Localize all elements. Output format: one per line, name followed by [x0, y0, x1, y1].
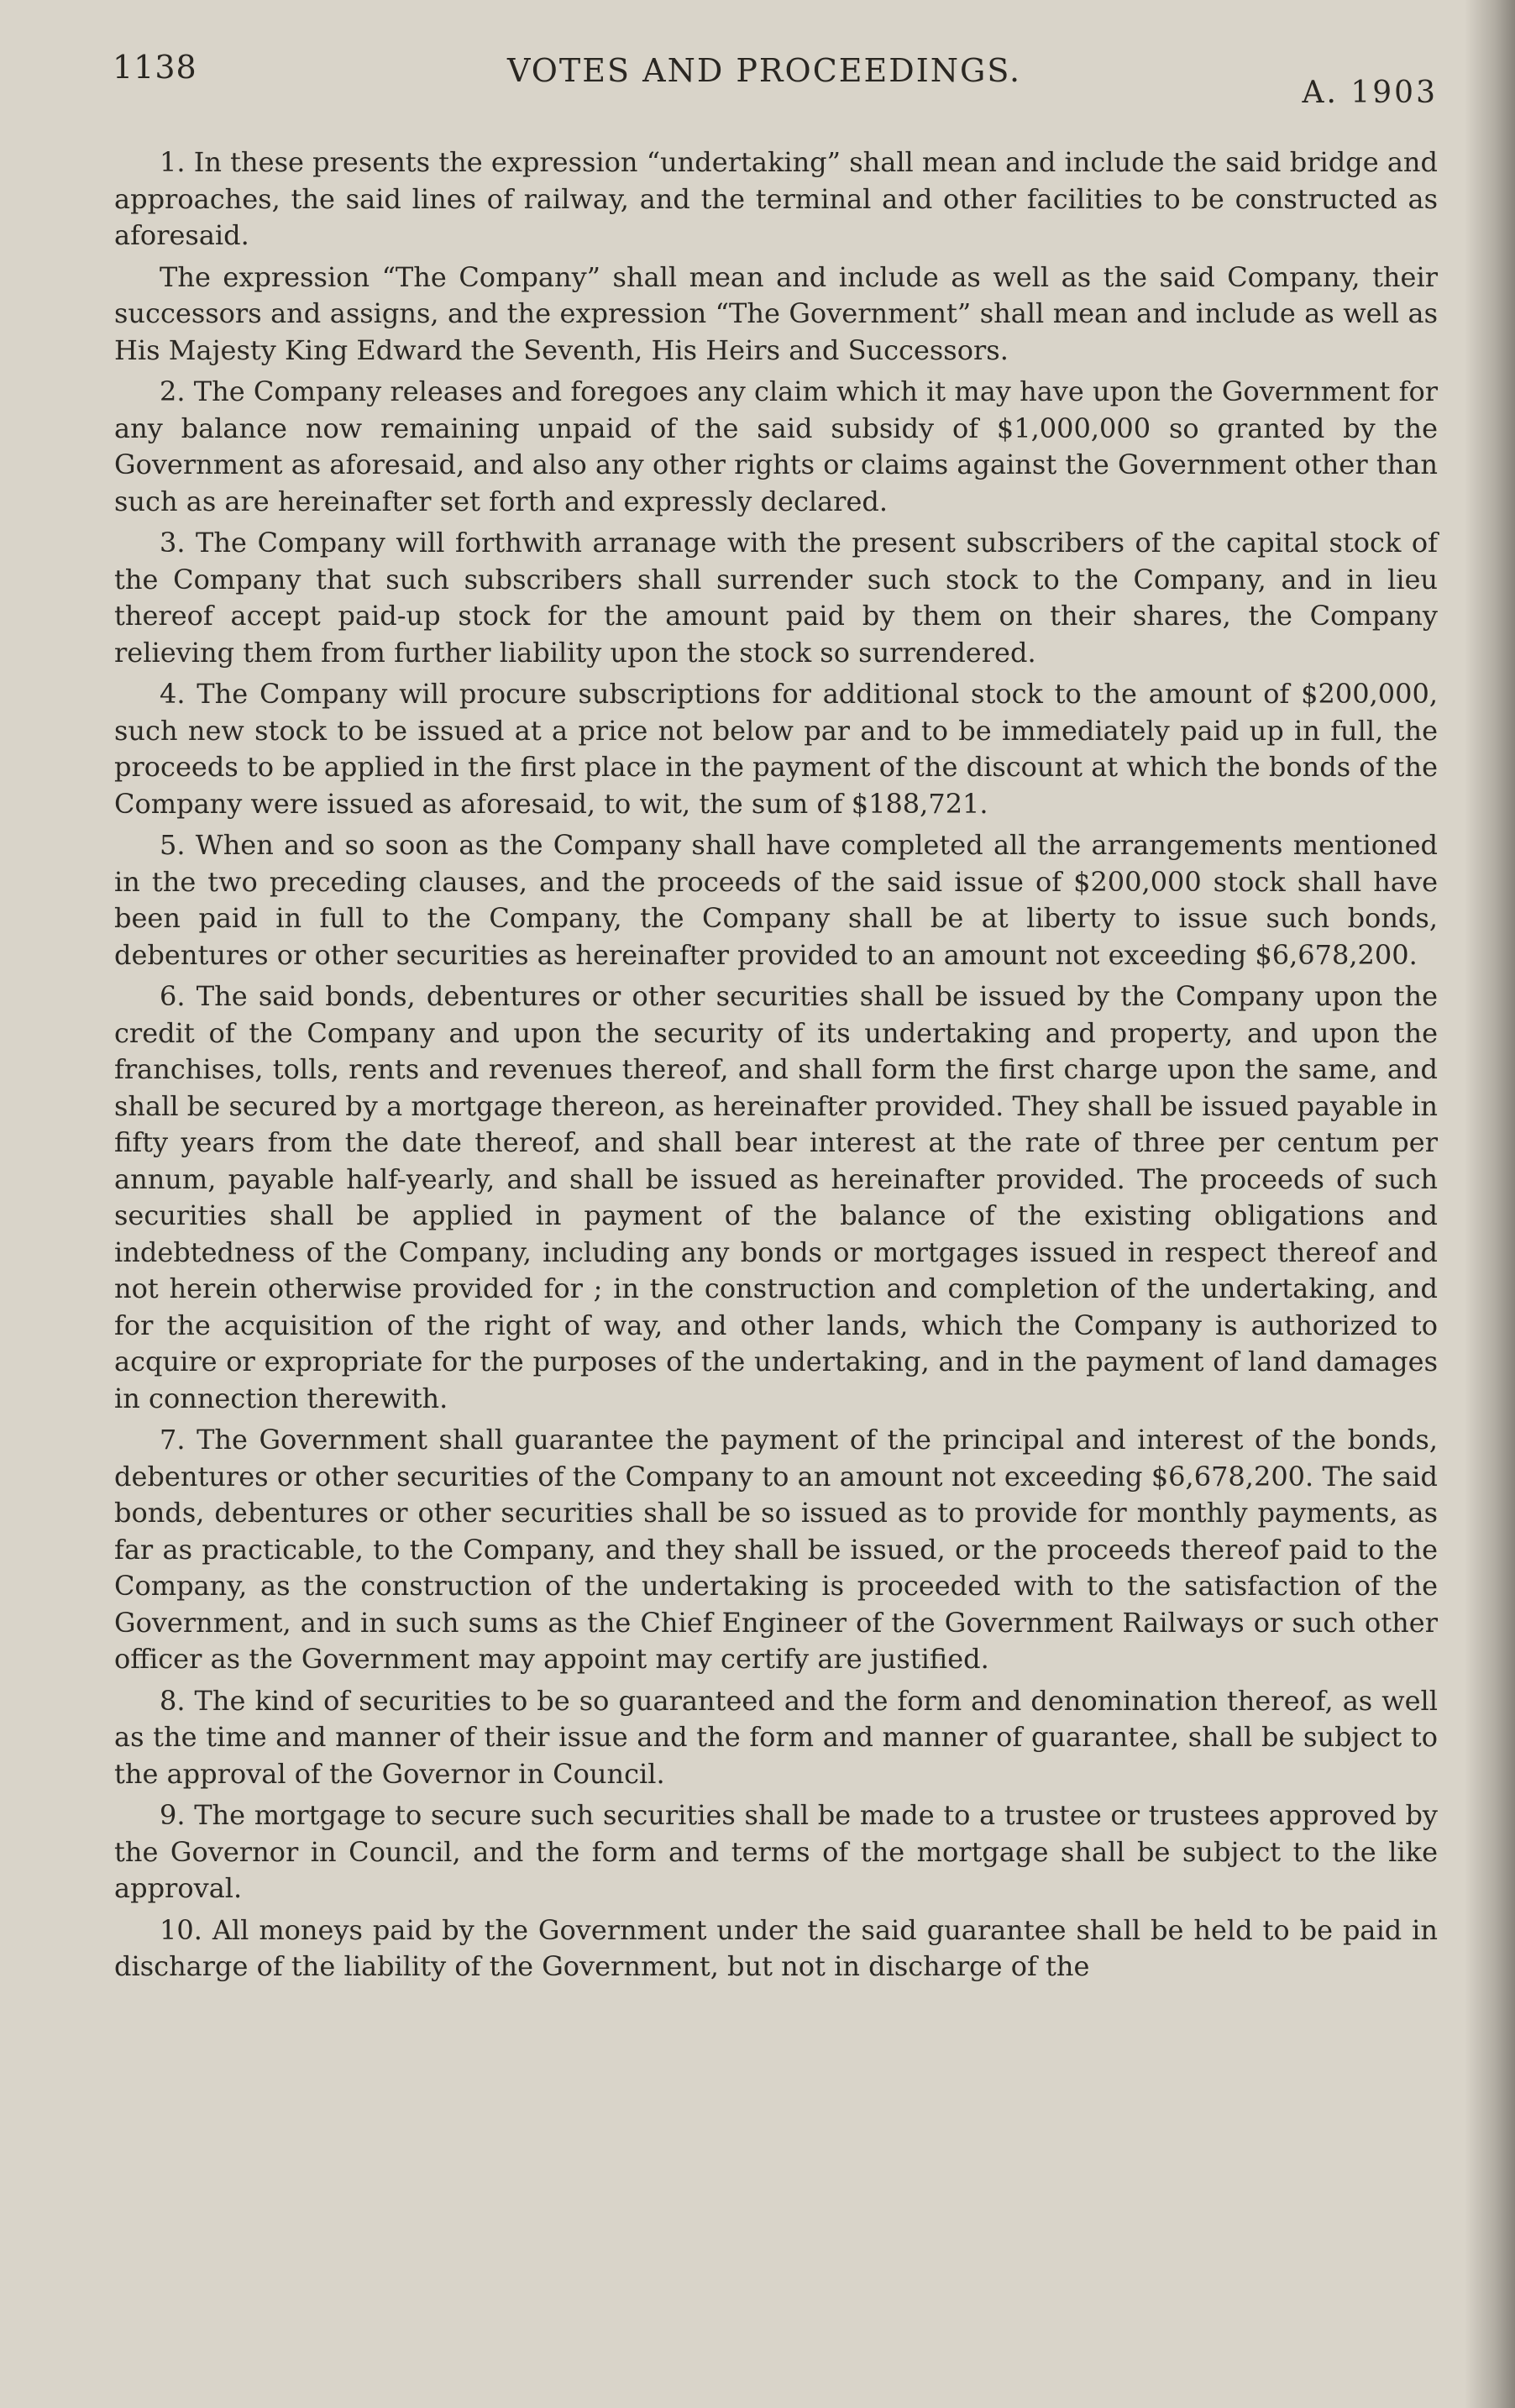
- body-text: [114, 144, 1438, 1991]
- running-title: VOTES AND PROCEEDINGS.: [507, 52, 1022, 89]
- paragraph-clause-1: 1. In these presents the expression “undertaking” shall mean and include the said bridge and approaches, the said lines of railway, and the terminal and other facilities to be constructed as aforesaid.: [114, 146, 1438, 251]
- page-header: [113, 32, 1438, 116]
- paragraph-clause-8: 8. The kind of securities to be so guaranteed and the form and denomination thereof, as well as the time and manner of their issue and the form and manner of guarantee, shall be subject to the approval of the Governor in Council.: [114, 1684, 1438, 1790]
- paragraph-clause-10: 10. All moneys paid by the Government under the said guarantee shall be held to be paid in discharge of the liability of the Government, but not in discharge of the: [114, 1913, 1438, 1982]
- paragraph-clause-6: 6. The said bonds, debentures or other securities shall be issued by the Company upon the credit of the Company and upon the security of its undertaking and property, and upon the franchises, tolls, rents and revenues thereof, and shall form the first charge upon the same, and shall be secured by a mortgage thereon, as hereinafter provided. They shall be issued payable in fifty years from the date thereof, and shall bear interest at the rate of three per centum per annum, payable half-yearly, and shall be issued as hereinafter provided. The proceeds of such securities shall be applied in payment of the balance of the existing obligations and indebtedness of the Company, including any bonds or mortgages issued in respect thereof and not herein otherwise provided for ; in the construction and completion of the undertaking, and for the acquisition of the right of way, and other lands, which the Company is authorized to acquire or expropriate for the purposes of the undertaking, and in the payment of land damages in connection therewith.: [114, 980, 1438, 1414]
- year-mark: A. 1903: [1302, 76, 1438, 110]
- binding-shadow: [1465, 0, 1515, 2408]
- paragraph-clause-5: 5. When and so soon as the Company shall have completed all the arrangements mentioned in the two preceding clauses, and the proceeds of the said issue of $200,000 stock shall have been paid in full to the Company, the Company shall be at liberty to issue such bonds, debentures or other securities as hereinafter provided to an amount not exceeding $6,678,200.: [114, 829, 1438, 971]
- paragraph-clause-7: 7. The Government shall guarantee the payment of the principal and interest of the bonds, debentures or other securities of the Company to an amount not exceeding $6,678,200. The said bonds, debentures or other securities shall be so issued as to provide for monthly payments, as far as practicable, to the Company, and they shall be issued, or the proceeds thereof paid to the Company, as the construction of the undertaking is proceeded with to the satisfaction of the Government, and in such sums as the Chief Engineer of the Government Railways or such other officer as the Government may appoint may certify are justified.: [114, 1424, 1438, 1675]
- paragraph-clause-3: 3. The Company will forthwith arranage with the present subscribers of the capital stock of the Company that such subscribers shall surrender such stock to the Company, and in lieu thereof accept paid-up stock for the amount paid by them on their shares, the Company relieving them from further liability upon the stock so surrendered.: [114, 527, 1438, 669]
- paragraph-clause-2: 2. The Company releases and foregoes any claim which it may have upon the Government for any balance now remaining unpaid of the said subsidy of $1,000,000 so granted by the Government as aforesaid, and also any other rights or claims against the Government other than such as are hereinafter set forth and expressly declared.: [114, 375, 1438, 517]
- paragraph-definitions: The expression “The Company” shall mean and include as well as the said Company, their successors and assigns, and the expression “The Government” shall mean and include as well as His Majesty King Edward the Seventh, His Heirs and Successors.: [114, 260, 1438, 366]
- page-number: 1138: [113, 49, 197, 86]
- paragraph-clause-9: 9. The mortgage to secure such securities shall be made to a trustee or trustees approved by the Governor in Council, and the form and terms of the mortgage shall be subject to the like approval.: [114, 1799, 1438, 1904]
- paragraph-clause-4: 4. The Company will procure subscriptions for additional stock to the amount of $200,000, such new stock to be issued at a price not below par and to be immediately paid up in full, the proceeds to be applied in the first place in the payment of the discount at which the bonds of the Company were issued as aforesaid, to wit, the sum of $188,721.: [114, 678, 1438, 820]
